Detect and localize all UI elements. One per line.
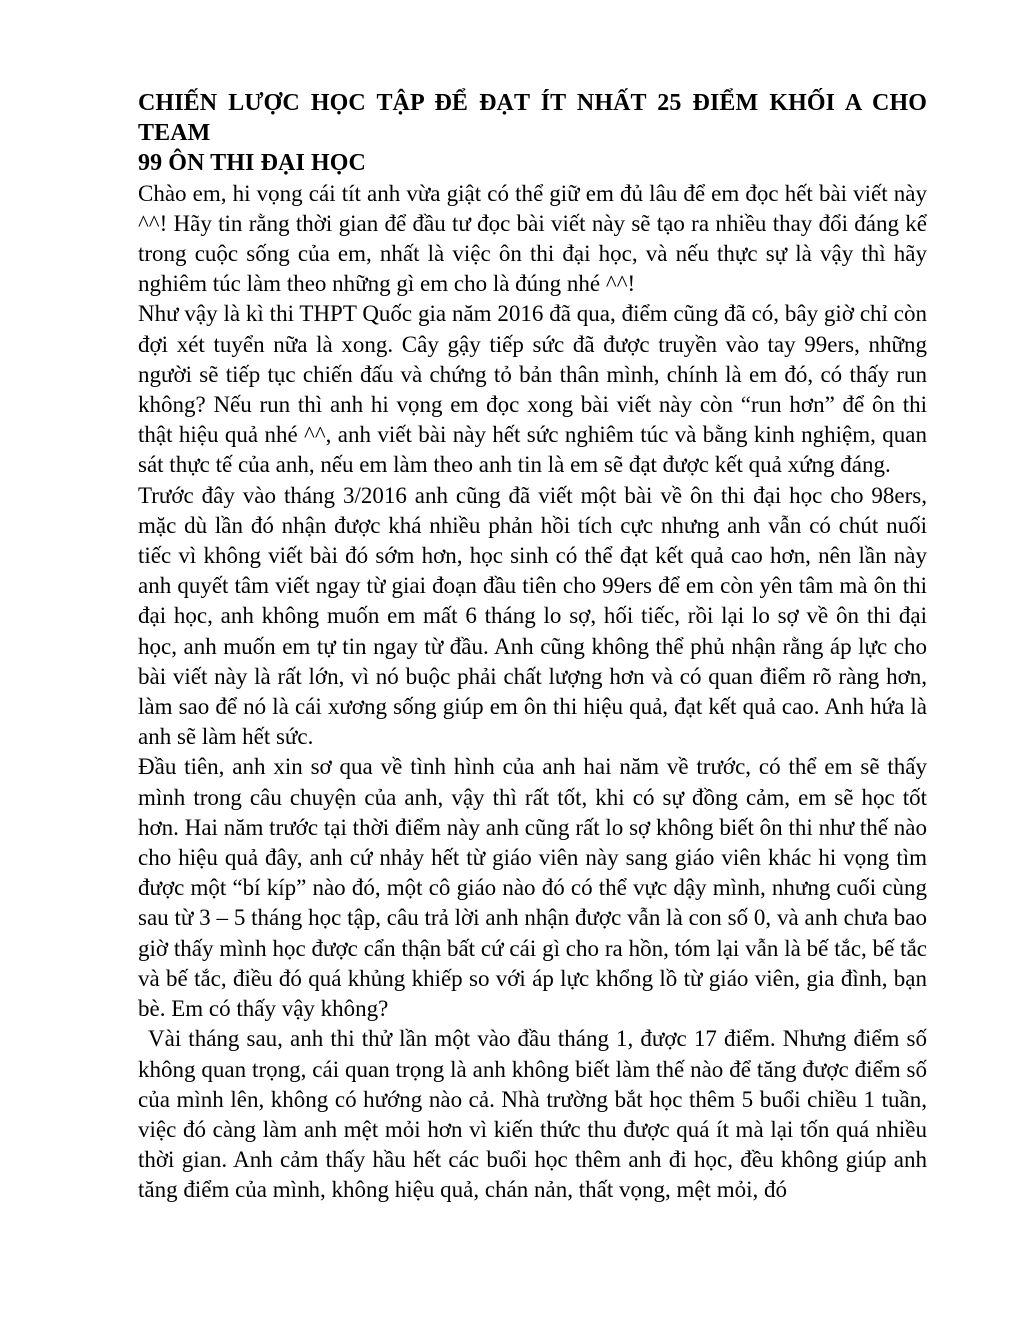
paragraph-mock-exam: Vài tháng sau, anh thi thử lần một vào đầu tháng 1, được 17 điểm. Nhưng điểm số không quan trọng, cái quan trọng là anh không biết làm thế nào để tăng được điểm số của mình lên, không có hướng nào cả. Nhà trường bắt học thêm 5 buổi chiều 1 tuần, việc đó càng làm anh mệt mỏi hơn vì kiến thức thu được quá ít mà lại tốn quá nhiều thời gian. Anh cảm thấy hầu hết các buổi học thêm anh đi học, đều không giúp anh tăng điểm của mình, không hiệu quả, chán nản, thất vọng, mệt mỏi, đó: [138, 1026, 927, 1203]
document-title-line-2: 99 ÔN THI ĐẠI HỌC: [138, 150, 366, 177]
paragraph-exam-2016: Như vậy là kì thi THPT Quốc gia năm 2016 đã qua, điểm cũng đã có, bây giờ chỉ còn đợi xét tuyển nữa là xong. Cây gậy tiếp sức đã được truyền vào tay 99ers, những người sẽ tiếp tục chiến đấu và chứng tỏ bản thân mình, chính là em đó, có thấy run không? Nếu run thì anh hi vọng em đọc xong bài viết này còn “run hơn” để ôn thi thật hiệu quả nhé ^^, anh viết bài này hết sức nghiêm túc và bằng kinh nghiệm, quan sát thực tế của anh, nếu em làm theo anh tin là em sẽ đạt được kết quả xứng đáng.: [138, 301, 927, 478]
paragraph-personal-story: Đầu tiên, anh xin sơ qua về tình hình của anh hai năm về trước, có thể em sẽ thấy mình trong câu chuyện của anh, vậy thì rất tốt, khi có sự đồng cảm, em sẽ học tốt hơn. Hai năm trước tại thời điểm này anh cũng rất lo sợ không biết ôn thi như thế nào cho hiệu quả đây, anh cứ nhảy hết từ giáo viên này sang giáo viên khác hi vọng tìm được một “bí kíp” nào đó, một cô giáo nào đó có thể vực dậy mình, nhưng cuối cùng sau từ 3 – 5 tháng học tập, câu trả lời anh nhận được vẫn là con số 0, và anh chưa bao giờ thấy mình học được cẩn thận bất cứ cái gì cho ra hồn, tóm lại vẫn là bế tắc, bế tắc và bế tắc, điều đó quá khủng khiếp so với áp lực khổng lồ từ giáo viên, gia đình, bạn bè. Em có thấy vậy không?: [138, 754, 927, 1022]
document-text-block: [138, 88, 927, 1206]
paragraph-intro: Chào em, hi vọng cái tít anh vừa giật có thể giữ em đủ lâu để em đọc hết bài viết này ^^! Hãy tin rằng thời gian để đầu tư đọc bài viết này sẽ tạo ra nhiều thay đổi đáng kể trong cuộc sống của em, nhất là việc ôn thi đại học, và nếu thực sự là vậy thì hãy nghiêm túc làm theo những gì em cho là đúng nhé ^^!: [138, 180, 927, 297]
document-title-line-1: CHIẾN LƯỢC HỌC TẬP ĐỂ ĐẠT ÍT NHẤT 25 ĐIỂM KHỐI A CHO TEAM: [138, 90, 927, 147]
paragraph-previous-article: Trước đây vào tháng 3/2016 anh cũng đã viết một bài về ôn thi đại học cho 98ers, mặc dù lần đó nhận được khá nhiều phản hồi tích cực nhưng anh vẫn có chút nuối tiếc vì không viết bài đó sớm hơn, học sinh có thể đạt kết quả cao hơn, nên lần này anh quyết tâm viết ngay từ giai đoạn đầu tiên cho 99ers để em còn yên tâm mà ôn thi đại học, anh không muốn em mất 6 tháng lo sợ, hối tiếc, rồi lại lo sợ về ôn thi đại học, anh muốn em tự tin ngay từ đầu. Anh cũng không thể phủ nhận rằng áp lực cho bài viết này là rất lớn, vì nó buộc phải chất lượng hơn và có quan điểm rõ ràng hơn, làm sao để nó là cái xương sống giúp em ôn thi hiệu quả, đạt kết quả cao. Anh hứa là anh sẽ làm hết sức.: [138, 482, 927, 750]
